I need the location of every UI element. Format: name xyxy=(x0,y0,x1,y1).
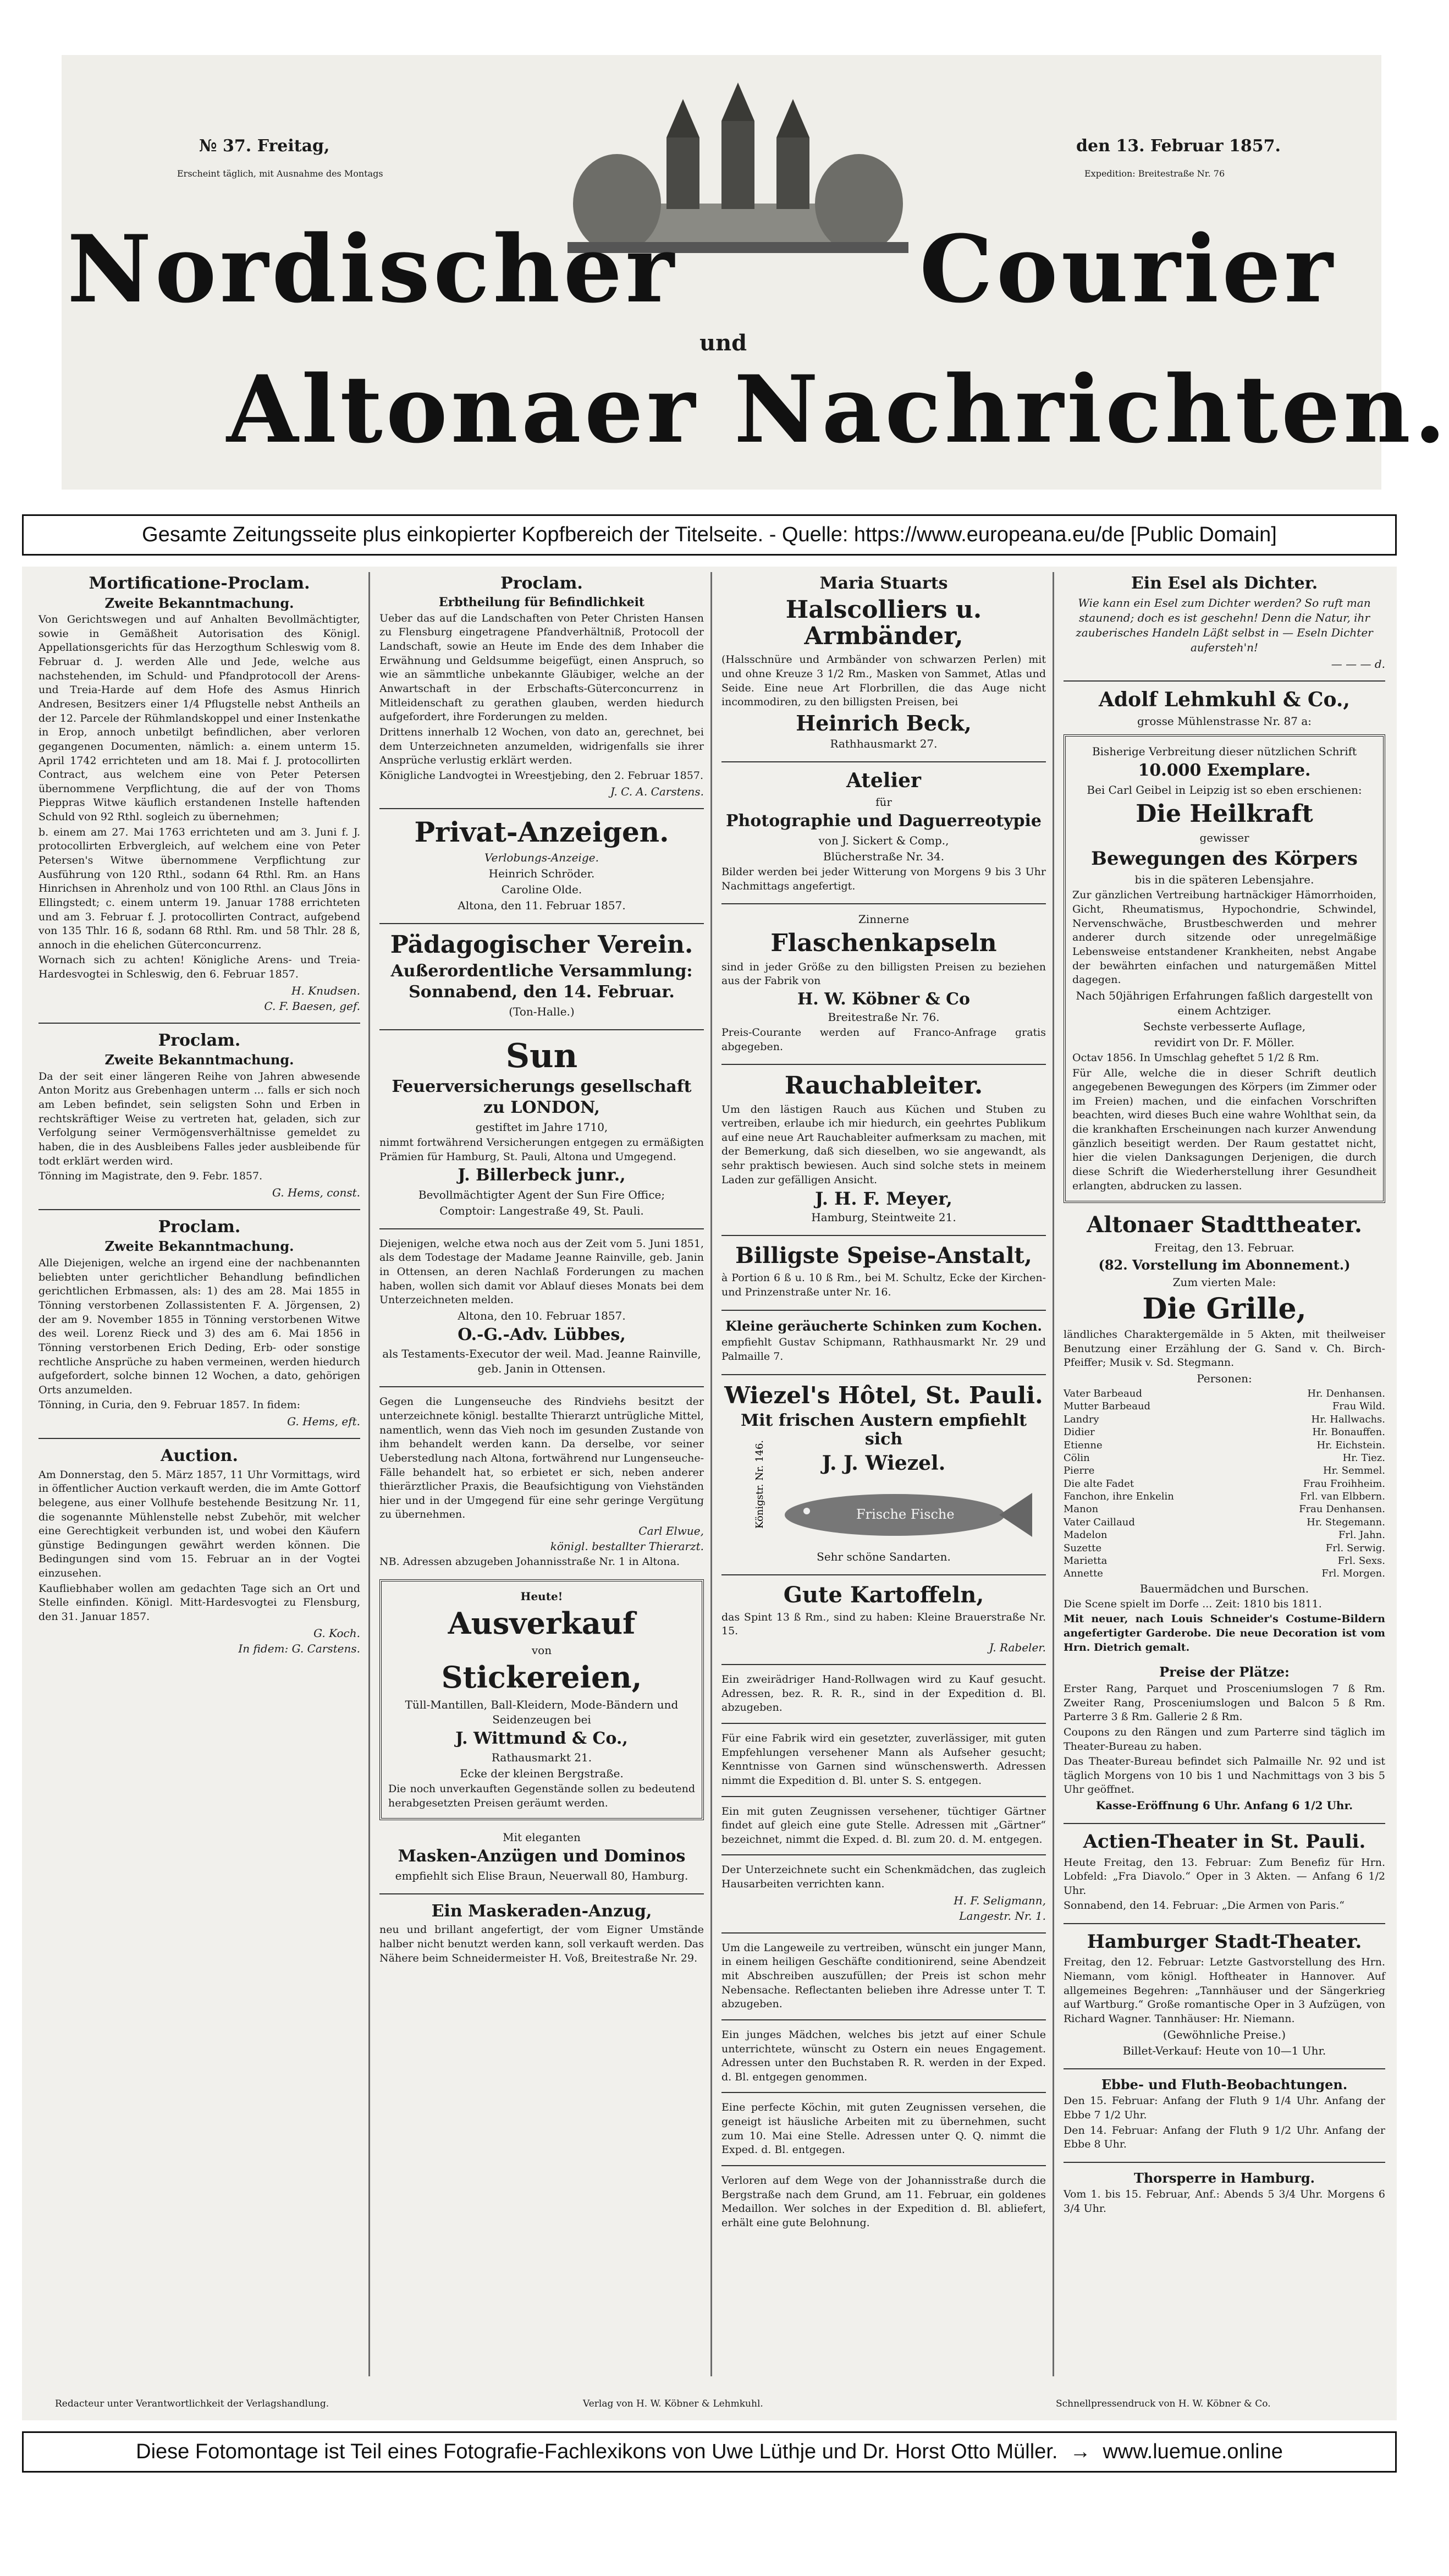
small-ad-verloren: Verloren auf dem Wege von der Johannisstraße durch die Bergstraße nach dem Grund, am 11. Februar, ein goldenes Medaillon. Wer solches in der Expedition d. Bl. abliefert, erhält eine gute Belohnung. xyxy=(721,2174,1046,2229)
small-ad-gaertner: Ein mit guten Zeugnissen versehener, tüchtiger Gärtner findet auf gleich eine gute Stelle. Adressen mit „Gärtner“ bezeichnet, nimmt die Exped. d. Bl. zum 20. d. M. entgegen. xyxy=(721,1805,1046,1846)
cast-actor: Frau Wild. xyxy=(1332,1400,1385,1413)
cast-row xyxy=(1064,1529,1385,1541)
masken-ad: Mit eleganten Masken-Anzügen und Dominos empfiehlt sich Elise Braun, Neuerwall 80, Hamburg. xyxy=(395,1831,688,1882)
cast-actor: Hr. Bonauffen. xyxy=(1312,1426,1385,1438)
preise-der-plaetze: Preise der Plätze: Erster Rang, Parquet und Prosceniumslogen 7 ß Rm. Zweiter Rang, Prosceniumslogen und Balcon 5 ß Rm. Parterre 3 ß Rm. Gallerie 2 ß Rm. Coupons zu den Rängen und zum Parterre sind täglich im Theater-Bureau zu haben. Das Theater-Bureau befindet sich Palmaille Nr. 92 und ist täglich Morgens von 10 bis 1 und Nachmittags von 3 bis 5 Uhr geöffnet. Kasse-Eröffnung 6 Uhr. Anfang 6 1/2 Uhr. xyxy=(1064,1664,1385,1812)
divider xyxy=(379,808,704,809)
cast-row xyxy=(1064,1516,1385,1529)
cast-row xyxy=(1064,1503,1385,1515)
title-nordischer: Nordischer xyxy=(67,215,677,323)
column-rule xyxy=(1053,572,1054,2376)
cast-actor: Frl. van Elbbern. xyxy=(1299,1491,1385,1503)
column-1 xyxy=(38,572,360,2382)
proclam-1: Mortificatione-Proclam. Zweite Bekanntmachung. Von Gerichtswegen und auf Anhalten Bevollmächtigter, sowie in Gemäßheit Autorisation des Königl. Appellationsgerichts für das Herzogthum Schleswig vom 8. Februar d. J. werden Alle und Jede, welche aus nachstehenden, im Schuld- und Pfandprotocoll der Arens- und Treia-Harde auf dem Hofe des Asmus Hinrich Andresen, Besitzers einer 1/4 Pflugstelle nebst Antheils an der 12. Parcele der Rühmlandskoppel und einer Instenkathe in Erop, annoch unbetilgt befindlichen, aber verloren gegangenen Documenten, nämlich: a. einem unterm 15. April 1742 errichteten und am 18. Mai f. J. protocollirten Contract, aus welchem eine von Peter Petersen übernommene Verpflichtung, die auf der von Thoms Pieppras Witwe käuflich erstandenen Instelle haftenden Schuld von 92 Rthl. sogleich zu übernehmen; b. einem am 27. Mai 1763 errichteten und am 3. Juni f. J. protocollirten Erbvergleich, auf welchem eine von Peter Petersen's Witwe übernommene Verpflichtung zur Ausführung von 120 Rthl., sodann 64 Rthl. Rm. an Hans Hinrichsen in Ahrenholz und von 100 Rthl. an Claus Jöns in Ellingstedt; c. einem unterm 19. Januar 1788 errichteten und am 3. Februar f. J. protocollirten Contract, aufgebend von 135 Thlr. 16 ß, sodann 68 Rthl. Rm. und 58 Thlr. 28 ß, annoch in die ehelichen Güterconcurrenz. Wornach sich zu achten! Königliche Arens- und Treia-Hardesvogtei in Schleswig, den 6. Februar 1857. H. Knudsen. C. F. Baesen, gef. xyxy=(38,574,360,1013)
divider xyxy=(1064,2162,1385,2163)
title-altonaer-nachrichten: Altonaer Nachrichten. xyxy=(227,355,1449,464)
divider xyxy=(721,1064,1046,1065)
divider xyxy=(379,923,704,924)
cast-row xyxy=(1064,1478,1385,1490)
cast-actor: Frau Denhansen. xyxy=(1299,1503,1385,1515)
column-4 xyxy=(1064,572,1385,2382)
cast-role: Die alte Fadet xyxy=(1064,1478,1134,1490)
fish-address-label: Königstr. Nr. 146. xyxy=(754,1440,765,1529)
title-courier: Courier xyxy=(919,215,1336,323)
cast-actor: Hr. Denhansen. xyxy=(1307,1387,1385,1399)
altonaer-stadttheater: Altonaer Stadttheater. Freitag, den 13. Februar. (82. Vorstellung im Abonnement.) Zum vierten Male: Die Grille, ländliches Charaktergemälde in 5 Akten, mit theilweiser Benutzung einer Erzählung der G. Sand v. Ch. Birch-Pfeiffer; Musik v. Sd. Stegmann. Personen: Vater Barbeaud Hr. Denhansen. Mutter Barbeaud Frau Wild. Landry Hr. Hallwachs. Didier Hr. Bonauffen. Etienne Hr. Eichstein. Cölin Hr. Tiez. Pierre Hr. Semmel. Die alte Fadet Frau Froihheim. Fanchon, ihre Enkelin Frl. van Elbbern. Manon Frau Denhansen. Vater Caillaud Hr. Stegemann. Madelon Frl. Jahn. Suzette Frl. Serwig. Marietta Frl. Sexs. Annette Frl. Morgen. Bauermädchen und Burschen. Die Scene spielt im Dorfe ... Zeit: 1810 bis 1811. Mit neuer, nach Louis Schneider's Costume-Bildern angefertigter Garderobe. Die neue Decoration ist vom Hrn. Dietrich gemalt. xyxy=(1064,1212,1385,1654)
schinken-ad: Kleine geräucherte Schinken zum Kochen. empfiehlt Gustav Schipmann, Rathhausmarkt Nr. 29 und Palmaille 7. xyxy=(721,1317,1046,1363)
divider xyxy=(721,1310,1046,1311)
sun-insurance-ad: Sun Feuerversicherungs gesellschaft zu LONDON, gestiftet im Jahre 1710, nimmt fortwährend Versicherungen entgegen zu ermäßigten Prämien für Hamburg, St. Pauli, Altona und Umgegend. J. Billerbeck junr., Bevollmächtigter Agent der Sun Fire Office; Comptoir: Langestraße 49, St. Pauli. xyxy=(379,1036,704,1217)
atelier-photographie-ad: Atelier für Photographie und Daguerreotypie von J. Sickert & Comp., Blücherstraße Nr. 34. Bilder werden bei jeder Witterung von Morgens 9 bis 3 Uhr Nachmittags angefertigt. xyxy=(721,768,1046,892)
actien-theater: Actien-Theater in St. Pauli. Heute Freitag, den 13. Februar: Zum Benefiz für Hrn. Lobfeld: „Fra Diavolo.“ Oper in 3 Akten. — Anfang 6 1/2 Uhr. Sonnabend, den 14. Februar: „Die Armen von Paris.“ xyxy=(1064,1831,1385,1912)
divider xyxy=(721,2092,1046,2093)
divider xyxy=(721,1374,1046,1375)
privat-anzeigen-heading: Privat-Anzeigen. xyxy=(414,816,669,849)
cast-row xyxy=(1064,1490,1385,1503)
divider xyxy=(721,1664,1046,1665)
issue-number: № 37. Freitag, xyxy=(199,136,330,156)
cast-actor: Frl. Sexs. xyxy=(1337,1555,1385,1567)
cast-role: Pierre xyxy=(1064,1465,1095,1477)
maskeraden-anzug-ad: Ein Maskeraden-Anzug, neu und brillant angefertigt, der vom Eigner Umstände halber nicht benutzt werden kann, soll verkauft werden. Das Nähere beim Schneidermeister H. Voß, Breitestraße Nr. 29. xyxy=(379,1901,704,1964)
footer-verlag: Verlag von H. W. Köbner & Lehmkuhl. xyxy=(583,2398,763,2409)
small-ad-maedchen: Ein junges Mädchen, welches bis jetzt auf einer Schule unterrichtete, wünscht zu Ostern ein neues Engagement. Adressen unter den Buchstaben R. R. werden in der Exped. d. Bl. entgegen genommen. xyxy=(721,2028,1046,2083)
divider xyxy=(721,2165,1046,2166)
frische-fische-ad: Königstr. Nr. 146. Frische Fische Sehr schöne Sandarten. xyxy=(721,1485,1046,1564)
column-rule xyxy=(368,572,370,2376)
cast-role: Cölin xyxy=(1064,1452,1090,1464)
cast-role: Madelon xyxy=(1064,1529,1108,1541)
divider xyxy=(379,1228,704,1229)
cast-role: Mutter Barbeaud xyxy=(1064,1400,1151,1413)
website-link[interactable]: www.luemue.online xyxy=(1103,2440,1283,2463)
divider xyxy=(721,1723,1046,1724)
divider xyxy=(1064,1923,1385,1924)
divider xyxy=(379,1386,704,1387)
cast-actor: Frau Froihheim. xyxy=(1303,1478,1385,1490)
stickereien-ausverkauf-ad: Heute! Ausverkauf von Stickereien, Tüll-Mantillen, Ball-Kleidern, Mode-Bändern und Seidenzeugen bei J. Wittmund & Co., Rathausmarkt 21. Ecke der kleinen Bergstraße. Die noch unverkauften Gegenstände sollen zu bedeutend herabgesetzten Preisen geräumt werden. xyxy=(379,1579,704,1821)
divider xyxy=(721,1932,1046,1934)
cast-role: Annette xyxy=(1064,1568,1103,1580)
cast-actor: Hr. Hallwachs. xyxy=(1311,1413,1385,1425)
divider xyxy=(721,1854,1046,1855)
divider xyxy=(721,1235,1046,1236)
cast-actor: Frl. Morgen. xyxy=(1321,1568,1385,1580)
cast-role: Landry xyxy=(1064,1413,1099,1425)
cast-row xyxy=(1064,1387,1385,1400)
cast-role: Marietta xyxy=(1064,1555,1108,1567)
masthead xyxy=(62,55,1449,490)
kartoffeln-ad: Gute Kartoffeln, das Spint 13 ß Rm., sind zu haben: Kleine Brauerstraße Nr. 15. J. Rabeler. xyxy=(721,1581,1046,1655)
speise-anstalt-ad: Billigste Speise-Anstalt, à Portion 6 ß u. 10 ß Rm., bei M. Schultz, Ecke der Kirchen- und Prinzenstraße unter Nr. 16. xyxy=(721,1243,1046,1299)
divider xyxy=(1064,680,1385,682)
lehmkuhl-ad: Adolf Lehmkuhl & Co., grosse Mühlenstrasse Nr. 87 a: Bisherige Verbreitung dieser nützlichen Schrift 10.000 Exemplare. Bei Carl Geibel in Leipzig ist so eben erschienen: Die Heilkraft gewisser Bewegungen des Körpers bis in die späteren Lebensjahre. Zur gänzlichen Vertreibung hartnäckiger Hämorrhoiden, Gicht, Rheumatismus, Hypochondrie, Schwindel, Nervenschwäche, Brustbeschwerden und mehrer anderer durch sitzende oder unregelmäßige Lebensweise entstandener Krankheiten, nebst Angabe der bewährten einfachen und naturgemäßen Mittel dagegen. Nach 50jährigen Erfahrungen faßlich dargestellt von einem Achtziger. Sechste verbesserte Auflage, revidirt von Dr. F. Möller. Octav 1856. In Umschlag geheftet 5 1/2 ß Rm. Für Alle, welche die in dieser Schrift deutlich angegebenen Bewegungen des Körpers (im Zimmer oder im Freien) machen, und die einfachen Vorschriften beachten, wird dieses Buch eine wahre Wohlthat sein, da die krankhaften Erscheinungen nach kurzer Anwendung gänzlich beseitigt werden. Der Raum gestattet nicht, hier die vielen Danksagungen Derjenigen, die durch diese Schrift die Wiederherstellung ihrer Gesundheit erlangten, abdrucken zu lassen. xyxy=(1064,689,1385,1204)
divider xyxy=(721,761,1046,762)
cast-row xyxy=(1064,1542,1385,1555)
divider xyxy=(38,1023,360,1024)
cast-role: Didier xyxy=(1064,1426,1095,1438)
divider xyxy=(1064,1823,1385,1824)
cast-actor: Hr. Semmel. xyxy=(1323,1465,1385,1477)
heilkraft-book-ad: Bisherige Verbreitung dieser nützlichen Schrift 10.000 Exemplare. Bei Carl Geibel in Leipzig ist so eben erschienen: Die Heilkraft gewisser Bewegungen des Körpers bis in die späteren Lebensjahre. Zur gänzlichen Vertreibung hartnäckiger Hämorrhoiden, Gicht, Rheumatismus, Hypochondrie, Schwindel, Nervenschwäche, Brustbeschwerden und mehrer anderer durch sitzende oder unregelmäßige Lebensweise entstandener Krankheiten, nebst Angabe der bewährten einfachen und naturgemäßen Mittel dagegen. Nach 50jährigen Erfahrungen faßlich dargestellt von einem Achtziger. Sechste verbesserte Auflage, revidirt von Dr. F. Möller. Octav 1856. In Umschlag geheftet 5 1/2 ß Rm. Für Alle, welche die in dieser Schrift deutlich angegebenen Bewegungen des Körpers (im Zimmer oder im Freien) machen, und die einfachen Vorschriften beachten, wird dieses Buch eine wahre Wohlthat sein, da die krankhaften Erscheinungen nach kurzer Anwendung gänzlich beseitigt werden. Der Raum gestattet nicht, hier die vielen Danksagungen Derjenigen, die durch diese Schrift die Wiederherstellung ihrer Gesundheit erlangten, abdrucken zu lassen. xyxy=(1064,734,1385,1203)
cast-actor: Frl. Jahn. xyxy=(1338,1529,1385,1541)
hamburger-stadt-theater: Hamburger Stadt-Theater. Freitag, den 12. Februar: Letzte Gastvorstellung des Hrn. Niemann, vom königl. Hoftheater in Hannover. Auf allgemeines Begehren: „Tannhäuser und der Sängerkrieg auf Wartburg.“ Große romantische Oper in 3 Aufzügen, von Richard Wagner. Tannhäuser: Hr. Niemann. (Gewöhnliche Preise.) Billet-Verkauf: Heute von 10—1 Uhr. xyxy=(1064,1931,1385,2057)
source-caption: Gesamte Zeitungsseite plus einkopierter Kopfbereich der Titelseite. - Quelle: https://www.europeana.eu/de [Public Domain] xyxy=(22,514,1397,556)
fish-label: Frische Fische xyxy=(856,1506,955,1522)
divider xyxy=(721,903,1046,904)
cast-role: Fanchon, ihre Enkelin xyxy=(1064,1491,1174,1503)
cast-row xyxy=(1064,1413,1385,1426)
maria-stuarts-ad: Maria Stuarts Halscolliers u. Armbänder, (Halsschnüre und Armbänder von schwarzen Perlen) mit und ohne Kreuze 3 1/2 Rm., Masken von Sammet, Atlas und Seide. Eine neue Art Florbrillen, die das Auge nicht incommodiren, zu den billigsten Preisen, bei Heinrich Beck, Rathhausmarkt 27. xyxy=(721,574,1046,750)
divider xyxy=(379,1029,704,1030)
small-ad-schenkmaedchen: Der Unterzeichnete sucht ein Schenkmädchen, das zugleich Hausarbeiten verrichten kann. H. F. Seligmann, Langestr. Nr. 1. xyxy=(721,1864,1046,1923)
cast-role: Suzette xyxy=(1064,1542,1102,1554)
newspaper-page xyxy=(22,567,1397,2420)
wiezels-hotel-ad: Wiezel's Hôtel, St. Pauli. Mit frischen Austern empfiehlt sich J. J. Wiezel. xyxy=(724,1381,1043,1475)
column-2 xyxy=(379,572,704,2382)
divider xyxy=(38,1438,360,1439)
cast-row xyxy=(1064,1426,1385,1438)
arrow-right-icon: → xyxy=(1070,2440,1091,2463)
proclam-2: Proclam. Zweite Bekanntmachung. Da der seit einer längeren Reihe von Jahren abwesende Anton Moritz aus Grebenhagen unterm ... falls er sich noch am Leben befindet, sein seligsten Sohn und Erben in rechtskräftiger Weise zu vertreten hat, geladen, sich zur Verfolgung seiner Vermögensverhältnisse gemeldet zu haben, die in des Ausbleibens Falles jeder ausbleibende für todt erklärt werden wird. Tönning im Magistrate, den 9. Febr. 1857. G. Hems, const. xyxy=(38,1030,360,1199)
divider xyxy=(721,2019,1046,2020)
footer-druck: Schnellpressendruck von H. W. Köbner & Co. xyxy=(1056,2398,1271,2409)
cast-row xyxy=(1064,1555,1385,1567)
flaschenkapseln-ad: Zinnerne Flaschenkapseln sind in jeder Größe zu den billigsten Preisen zu beziehen aus der Fabrik von H. W. Köbner & Co Breitestraße Nr. 76. Preis-Courante werden auf Franco-Anfrage gratis abgegeben. xyxy=(721,913,1046,1053)
divider xyxy=(721,1574,1046,1575)
thierarzt-ad: Gegen die Lungenseuche des Rindviehs besitzt der unterzeichnete königl. bestallte Thierarzt untrügliche Mittel, namentlich, wenn das Vieh noch im gesunden Zustande von ihm behandelt werden kann. Da derselbe, vor seiner Ueberstedlung nach Altona, fortwährend nur Lungenseuche-Fälle behandelt hat, so erbietet er sich, neben anderer thierärztlicher Praxis, die Beaufsichtigung von Viehständen hier und in der Umgegend für eine sehr geringe Vergütung zu übernehmen. Carl Elwue, königl. bestallter Thierarzt. NB. Adressen abzugeben Johannisstraße Nr. 1 in Altona. xyxy=(379,1396,704,1568)
cast-role: Vater Caillaud xyxy=(1064,1516,1135,1528)
esel-gedicht: Ein Esel als Dichter. Wie kann ein Esel zum Dichter werden? So ruft man staunend; doch es ist geschehn! Denn die Natur, ihr zauberisches Handeln Läßt selbst in — Eseln Dichter aufersteh'n! — — — d. xyxy=(1076,574,1385,671)
column-3 xyxy=(721,572,1046,2382)
cast-row xyxy=(1064,1464,1385,1477)
rainville-notice: Diejenigen, welche etwa noch aus der Zeit vom 5. Juni 1851, als dem Todestage der Madame Jeanne Rainville, geb. Janin in Ottensen, an deren Nachlaß Forderungen zu machen haben, wollen sich damit vor Ablauf dieses Monats bei dem Unterzeichneten melden. Altona, den 10. Februar 1857. O.-G.-Adv. Lübbes, als Testaments-Executor der weil. Mad. Jeanne Rainville, geb. Janin in Ottensen. xyxy=(379,1237,704,1376)
cast-list xyxy=(1064,1387,1385,1580)
cast-role: Etienne xyxy=(1064,1439,1103,1451)
paedagogischer-verein: Pädagogischer Verein. Außerordentliche Versammlung: Sonnabend, den 14. Februar. (Ton-Halle.) xyxy=(390,931,693,1018)
small-ad-rollwagen: Ein zweirädriger Hand-Rollwagen wird zu Kauf gesucht. Adressen, bez. R. R. R., sind in der Expedition d. Bl. abzugeben. xyxy=(721,1673,1046,1714)
ebbe-fluth: Ebbe- und Fluth-Beobachtungen. Den 15. Februar: Anfang der Fluth 9 1/4 Uhr. Anfang der Ebbe 7 1/2 Uhr. Den 14. Februar: Anfang der Fluth 9 1/2 Uhr. Anfang der Ebbe 8 Uhr. xyxy=(1064,2076,1385,2151)
cast-row xyxy=(1064,1452,1385,1464)
small-ad-abschreiben: Um die Langeweile zu vertreiben, wünscht ein junger Mann, in einem heiligen Geschäfte conditionirend, seine Abendzeit mit Abschreiben auszufüllen; der Preis ist schon mehr Nebensache. Reflectanten belieben ihre Adresse unter T. T. abzugeben. xyxy=(721,1941,1046,2011)
small-ad-koechin: Eine perfecte Köchin, mit guten Zeugnissen versehen, die geneigt ist häusliche Arbeiten mit zu übernehmen, sucht zum 10. Mai eine Stelle. Adressen unter Q. Q. nimmt die Exped. d. Bl. entgegen. xyxy=(721,2101,1046,2156)
auction-notice: Auction. Am Donnerstag, den 5. März 1857, 11 Uhr Vormittags, wird in öffentlicher Auction verkauft werden, die im Amte Gottorf belegene, aus einer Vollhufe bestehende Besitzung Nr. 11, die sogenannte Mühlenstelle nebst Zubehör, mit welcher eine Gerechtigkeit verbunden ist, und wobei den Käufern günstige Bedingungen gewährt werden können. Die Bedingungen sind vom 15. Februar an in der Vogtei einzusehen. Kaufliebhaber wollen am gedachten Tage sich an Ort und Stelle einfinden. Königl. Mitt-Hardesvogtei zu Flensburg, den 31. Januar 1857. G. Koch. In fidem: G. Carstens. xyxy=(38,1446,360,1655)
issue-date: den 13. Februar 1857. xyxy=(1076,136,1281,156)
cast-row xyxy=(1064,1400,1385,1413)
cast-actor: Frl. Serwig. xyxy=(1325,1542,1385,1554)
footer-redacteur: Redacteur unter Verantwortlichkeit der Verlagshandlung. xyxy=(55,2398,329,2409)
column-rule xyxy=(710,572,712,2376)
verlobungs-anzeige: Verlobungs-Anzeige. Heinrich Schröder. Caroline Olde. Altona, den 11. Februar 1857. xyxy=(458,851,626,913)
divider xyxy=(721,1796,1046,1797)
cast-role: Vater Barbeaud xyxy=(1064,1387,1142,1399)
title-und: und xyxy=(699,330,747,356)
divider xyxy=(379,1893,704,1894)
cast-row xyxy=(1064,1439,1385,1452)
rauchableiter-ad: Rauchableiter. Um den lästigen Rauch aus Küchen und Stuben zu vertreiben, erlaube ich mir hiedurch, ein geehrtes Publikum auf eine neue Art Rauchableiter aufmerksam zu machen, mit der Bemerkung, daß sich dieselben, wo sie angewandt, als sehr praktisch bewiesen. Auch sind solche stets in meinem Laden zur gefälligen Ansicht. J. H. F. Meyer, Hamburg, Steintweite 21. xyxy=(721,1072,1046,1224)
credit-caption: Diese Fotomontage ist Teil eines Fotografie-Fachlexikons von Uwe Lüthje und Dr. Horst Otto Müller. → www.luemue.online xyxy=(22,2431,1397,2473)
proclam-3: Proclam. Zweite Bekanntmachung. Alle Diejenigen, welche an irgend eine der nachbenannten beliebten unter gerichtlicher Behandlung befindlichen gerichtlichen Erbmassen, als: 1) des am 28. Mai 1855 in Tönning verstorbenen Zollassistenten F. A. Jörgensen, 2) der am 9. November 1855 in Tönning verstorbenen Witwe des weil. Lorenz Rieck und 3) des am 6. Mai 1856 in Tönning verstorbenen Erich Deding, Erb- oder sonstige rechtliche Ansprüche zu haben vermeinen, werden hiedurch aufgefordert, solche binnen 12 Wochen, a dato, gehörigen Orts anzumelden. Tönning, in Curia, den 9. Februar 1857. In fidem: G. Hems, eft. xyxy=(38,1217,360,1429)
divider xyxy=(1064,2068,1385,2069)
proclam-landvogtei: Proclam. Erbtheilung für Befindlichkeit Ueber das auf die Landschaften von Peter Christen Hansen zu Flensburg eingetragene Pfandverhältniß, Protocoll der Landschaft, sowie an Heute im Ende des dem Inhaber die Erwähnung und Geldsumme beigefügt, einen Anspruch, so wie an sämmtliche unbekannte Gläubiger, welche an der Anwartschaft in der Erbschafts-Güterconcurrenz in Mitleidenschaft zu gerathen glauben, werden hiedurch aufgefordert, ihre Forderungen zu melden. Drittens innerhalb 12 Wochen, von dato an, gerechnet, bei dem Unterzeichneten anzumelden, widrigenfalls sie ihrer Ansprüche verlustig erklärt werden. Königliche Landvogtei in Wreestjebing, den 2. Februar 1857. J. C. A. Carstens. xyxy=(379,574,704,799)
cast-row xyxy=(1064,1567,1385,1580)
cast-actor: Hr. Eichstein. xyxy=(1316,1439,1385,1451)
daily-note: Erscheint täglich, mit Ausnahme des Montags xyxy=(177,168,383,179)
small-ad-aufseher: Für eine Fabrik wird ein gesetzter, zuverlässiger, mit guten Empfehlungen versehener Mann als Aufseher gesucht; Kenntnisse von Garnen sind wünschenswerth. Adressen nimmt die Expedition d. Bl. unter S. S. entgegen. xyxy=(721,1732,1046,1787)
cast-actor: Hr. Stegemann. xyxy=(1307,1516,1385,1528)
thorsperre: Thorsperre in Hamburg. Vom 1. bis 15. Februar, Anf.: Abends 5 3/4 Uhr. Morgens 6 3/4 Uhr. xyxy=(1064,2169,1385,2215)
cast-actor: Hr. Tiez. xyxy=(1342,1452,1385,1464)
divider xyxy=(38,1209,360,1210)
expedition-note: Expedition: Breitestraße Nr. 76 xyxy=(1084,168,1225,179)
cast-role: Manon xyxy=(1064,1503,1099,1515)
